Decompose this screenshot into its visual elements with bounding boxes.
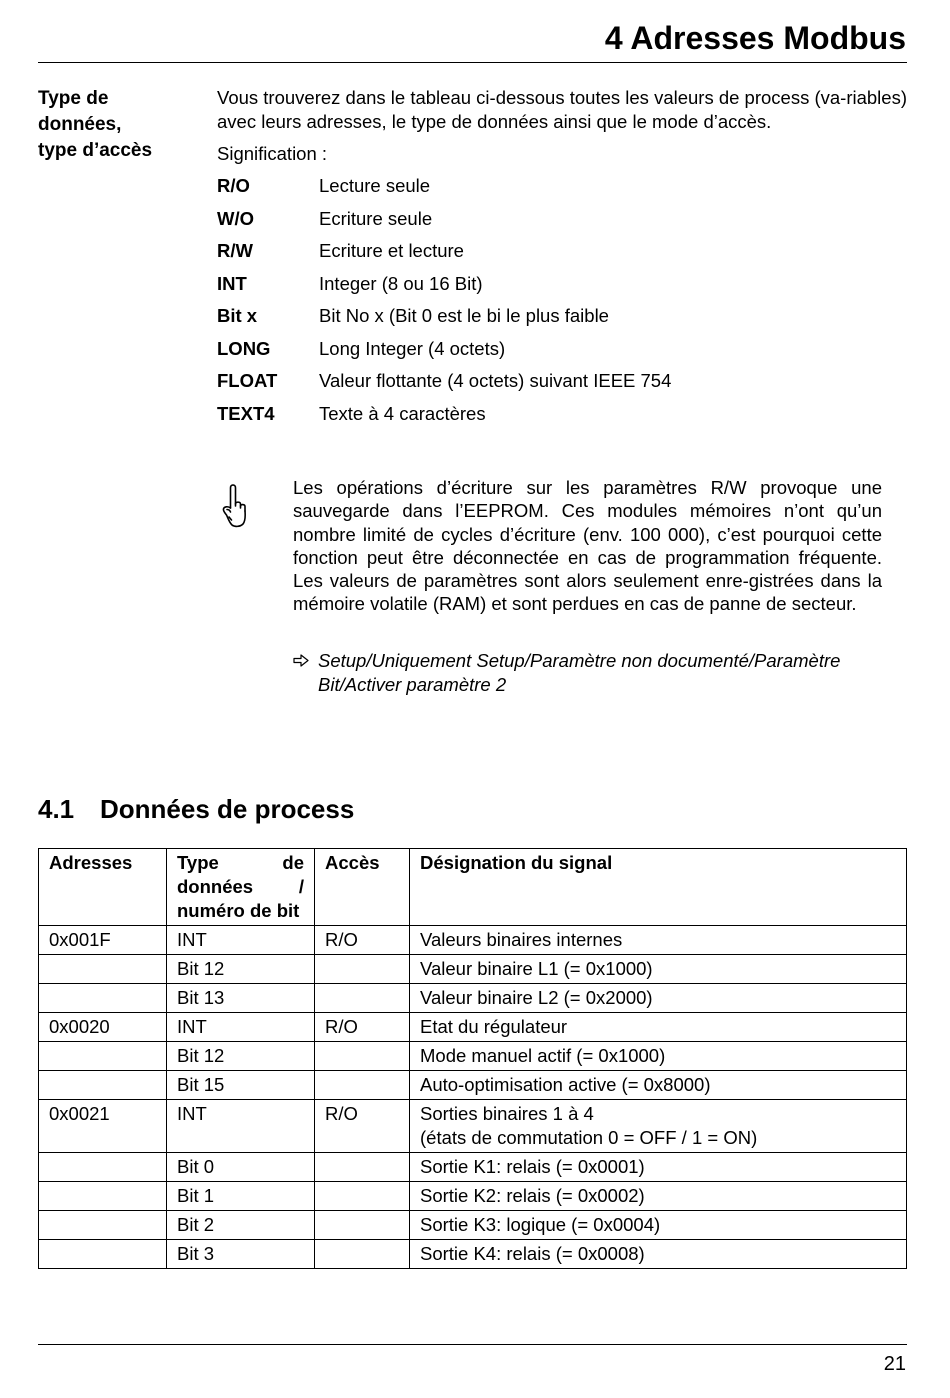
section-number: 4.1 bbox=[38, 794, 75, 824]
cell-access: R/O bbox=[315, 1013, 410, 1042]
cell-signal: Etat du régulateur bbox=[410, 1013, 907, 1042]
note-menu-path bbox=[293, 649, 893, 696]
cell-data-type: Bit 15 bbox=[167, 1071, 315, 1100]
cell-signal-line: (états de commutation 0 = OFF / 1 = ON) bbox=[420, 1127, 758, 1148]
definition-term: FLOAT bbox=[217, 370, 278, 391]
table-row bbox=[39, 926, 907, 955]
page-header-title: 4 Adresses Modbus bbox=[604, 20, 906, 56]
cell-address bbox=[39, 1153, 167, 1182]
cell-signal: Sortie K1: relais (= 0x0001) bbox=[410, 1153, 907, 1182]
pointing-hand-icon bbox=[218, 482, 250, 530]
column-header-addresses: Adresses bbox=[39, 849, 167, 926]
table-row bbox=[39, 1182, 907, 1211]
table-row bbox=[39, 1042, 907, 1071]
column-header-data-type: Type de données / numéro de bit bbox=[167, 849, 315, 926]
section-heading bbox=[38, 792, 354, 826]
definition-term: INT bbox=[217, 272, 247, 294]
cell-data-type: Bit 12 bbox=[167, 1042, 315, 1071]
cell-data-type: Bit 13 bbox=[167, 984, 315, 1013]
definition-description: Valeur flottante (4 octets) suivant IEEE 754 bbox=[319, 370, 672, 391]
cell-data-type: Bit 12 bbox=[167, 955, 315, 984]
definition-row bbox=[217, 207, 907, 240]
signification-label: Signification : bbox=[217, 143, 328, 164]
cell-data-type: INT bbox=[167, 1013, 315, 1042]
cell-data-type: Bit 1 bbox=[167, 1182, 315, 1211]
cell-signal: Auto-optimisation active (= 0x8000) bbox=[410, 1071, 907, 1100]
cell-data-type: Bit 2 bbox=[167, 1211, 315, 1240]
cell-access bbox=[315, 1153, 410, 1182]
cell-signal: Sortie K2: relais (= 0x0002) bbox=[410, 1182, 907, 1211]
column-header-signal: Désignation du signal bbox=[410, 849, 907, 926]
cell-address bbox=[39, 1042, 167, 1071]
definition-description: Ecriture seule bbox=[319, 207, 433, 229]
definition-row bbox=[217, 174, 907, 207]
cell-data-type: INT bbox=[167, 926, 315, 955]
cell-address: 0x0020 bbox=[39, 1013, 167, 1042]
cell-address bbox=[39, 1240, 167, 1269]
cell-access: R/O bbox=[315, 1100, 410, 1153]
cell-signal: Valeur binaire L2 (= 0x2000) bbox=[410, 984, 907, 1013]
cell-data-type: Bit 3 bbox=[167, 1240, 315, 1269]
definition-description: Long Integer (4 octets) bbox=[319, 337, 506, 359]
note-menu-path-text: Setup/Uniquement Setup/Paramètre non documenté/Paramètre Bit/Activer paramètre 2 bbox=[318, 650, 841, 695]
cell-address bbox=[39, 1211, 167, 1240]
process-data-table bbox=[38, 848, 907, 1269]
definition-term: R/W bbox=[217, 240, 253, 261]
warning-note: Les opérations d’écriture sur les paramètres R/W provoque une sauvegarde dans l’EEPROM. Ces modules mémoires n’ont qu’un nombre limité de cycles d’écriture (env. 100 000), c’est pourquoi cette fonction peut être déconnectée en cas de programmation fréquente. Les valeurs de paramètres sont alors seulement enre-gistrées dans la mémoire volatile (RAM) et sont perdues en cas de panne de secteur. bbox=[293, 477, 882, 615]
table-row bbox=[39, 1240, 907, 1269]
cell-access bbox=[315, 1211, 410, 1240]
cell-signal: Mode manuel actif (= 0x1000) bbox=[410, 1042, 907, 1071]
cell-access bbox=[315, 984, 410, 1013]
table-row bbox=[39, 955, 907, 984]
footer-divider bbox=[38, 1344, 907, 1345]
cell-address bbox=[39, 984, 167, 1013]
side-heading bbox=[38, 86, 198, 164]
definition-row bbox=[217, 369, 907, 402]
definition-term: R/O bbox=[217, 175, 250, 196]
side-heading-line: type d’accès bbox=[38, 140, 153, 161]
table-row bbox=[39, 1153, 907, 1182]
side-heading-line: Type de bbox=[38, 88, 109, 109]
cell-access bbox=[315, 1182, 410, 1211]
cell-access: R/O bbox=[315, 926, 410, 955]
intro-paragraph: Vous trouverez dans le tableau ci-dessous toutes les valeurs de process (va-riables) avec leurs adresses, le type de données ainsi que le mode d’accès. bbox=[217, 87, 907, 132]
table-row bbox=[39, 1071, 907, 1100]
section-title: Données de process bbox=[100, 794, 355, 824]
cell-signal-line: Sorties binaires 1 à 4 bbox=[420, 1103, 594, 1124]
definition-description: Lecture seule bbox=[319, 175, 431, 196]
cell-access bbox=[315, 955, 410, 984]
cell-data-type: Bit 0 bbox=[167, 1153, 315, 1182]
cell-signal bbox=[410, 1100, 907, 1153]
table-header-row bbox=[39, 849, 907, 926]
page-number: 21 bbox=[883, 1353, 906, 1375]
side-heading-line: données, bbox=[38, 114, 122, 135]
cell-access bbox=[315, 1071, 410, 1100]
cell-signal: Sortie K4: relais (= 0x0008) bbox=[410, 1240, 907, 1269]
column-header-access: Accès bbox=[315, 849, 410, 926]
definition-row bbox=[217, 337, 907, 370]
cell-address: 0x001F bbox=[39, 926, 167, 955]
definition-description: Bit No x (Bit 0 est le bi le plus faible bbox=[319, 305, 609, 326]
cell-address bbox=[39, 1071, 167, 1100]
table-row bbox=[39, 1211, 907, 1240]
definition-term: W/O bbox=[217, 207, 254, 229]
table-row bbox=[39, 1100, 907, 1153]
cell-access bbox=[315, 1042, 410, 1071]
arrow-right-icon bbox=[293, 654, 309, 667]
definition-row bbox=[217, 239, 907, 272]
cell-address bbox=[39, 955, 167, 984]
definition-description: Ecriture et lecture bbox=[319, 240, 464, 261]
definition-row bbox=[217, 304, 907, 337]
definition-term: Bit x bbox=[217, 305, 258, 326]
definition-description: Texte à 4 caractères bbox=[319, 402, 486, 424]
definition-list bbox=[217, 174, 907, 434]
definition-term: TEXT4 bbox=[217, 402, 275, 424]
cell-address: 0x0021 bbox=[39, 1100, 167, 1153]
cell-access bbox=[315, 1240, 410, 1269]
definition-row bbox=[217, 272, 907, 305]
table-row bbox=[39, 1013, 907, 1042]
header-divider bbox=[38, 62, 907, 63]
definition-row bbox=[217, 402, 907, 435]
definition-description: Integer (8 ou 16 Bit) bbox=[319, 272, 483, 294]
cell-signal: Sortie K3: logique (= 0x0004) bbox=[410, 1211, 907, 1240]
cell-signal: Valeur binaire L1 (= 0x1000) bbox=[410, 955, 907, 984]
cell-address bbox=[39, 1182, 167, 1211]
definition-term: LONG bbox=[217, 337, 271, 359]
cell-data-type: INT bbox=[167, 1100, 315, 1153]
cell-signal: Valeurs binaires internes bbox=[410, 926, 907, 955]
table-row bbox=[39, 984, 907, 1013]
